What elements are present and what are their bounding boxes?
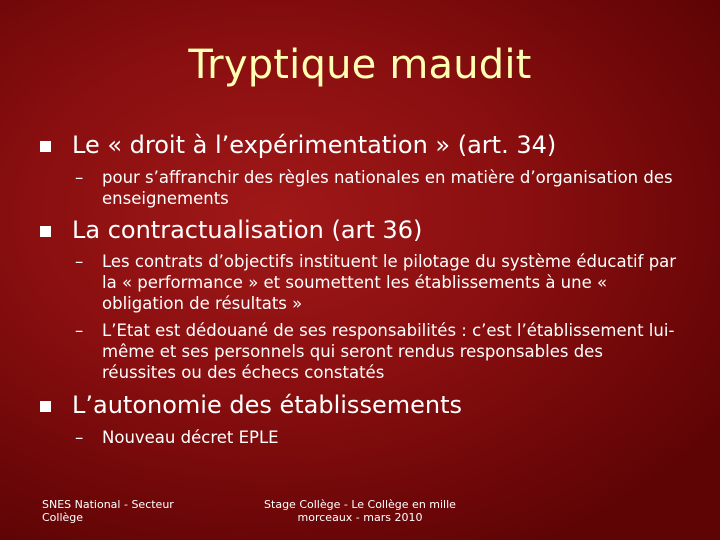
square-bullet-icon xyxy=(40,141,51,152)
sub-bullet-text: L’Etat est dédouané de ses responsabilités : c’est l’établissement lui-même et ses personnels qui seront rendus responsables des réussites ou des échecs constatés xyxy=(102,321,675,382)
bullet-text: La contractualisation (art 36) xyxy=(72,216,423,244)
sub-bullet-text: Nouveau décret EPLE xyxy=(102,428,279,447)
square-bullet-icon xyxy=(40,226,51,237)
dash-marker: – xyxy=(75,428,84,447)
bullet-text: Le « droit à l’expérimentation » (art. 34) xyxy=(72,131,557,159)
square-bullet-icon xyxy=(40,401,51,412)
dash-marker: – xyxy=(75,252,84,271)
footer-left: SNES National - Secteur Collège xyxy=(42,498,174,524)
bullet-text: L’autonomie des établissements xyxy=(72,391,462,419)
footer-center: Stage Collège - Le Collège en mille morceaux - mars 2010 xyxy=(264,498,456,524)
dash-marker: – xyxy=(75,168,84,187)
sub-bullet-text: pour s’affranchir des règles nationales en matière d’organisation des enseignements xyxy=(102,168,673,208)
dash-marker: – xyxy=(75,321,84,340)
slide-title: Tryptique maudit xyxy=(188,42,532,88)
sub-bullet-text: Les contrats d’objectifs instituent le pilotage du système éducatif par la « performance » et soumettent les établissements à une « obligation de résultats » xyxy=(102,252,677,313)
